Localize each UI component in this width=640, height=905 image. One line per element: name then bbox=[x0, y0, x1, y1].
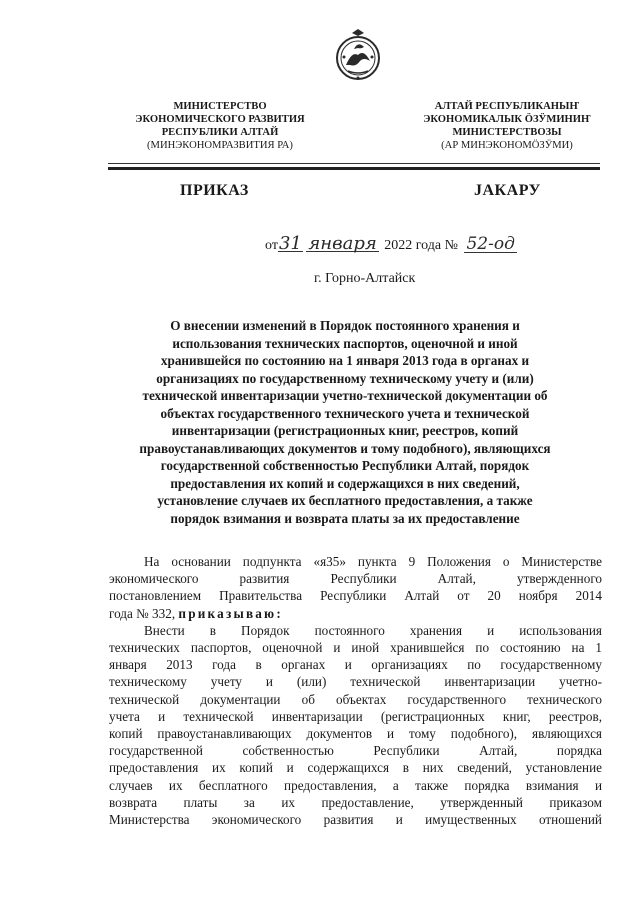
body-line: копий правоустанавливающих документов и тому подобного), являющихся bbox=[109, 726, 602, 742]
header-left-line: ЭКОНОМИЧЕСКОГО РАЗВИТИЯ bbox=[135, 114, 305, 125]
republic-altai-emblem-icon bbox=[334, 27, 382, 83]
header-left-abbr: (МИНЭКОНОМРАЗВИТИЯ РА) bbox=[147, 140, 293, 151]
header-divider-thin bbox=[108, 163, 600, 164]
handwritten-month: января bbox=[308, 233, 377, 254]
body-line: предоставления их копий и содержащихся в них сведений, установление bbox=[109, 760, 602, 776]
title-line: организациях по государственному техническому учету и (или) bbox=[156, 370, 534, 386]
handwritten-day: 31 bbox=[278, 233, 302, 254]
order-subject-title bbox=[100, 317, 590, 527]
body-line: технических паспортов, оценочной и иной хранившейся по состоянию на 1 bbox=[109, 640, 602, 656]
body-line: техническому учету и (или) технической инвентаризации учетно- bbox=[109, 674, 602, 690]
header-right-line: АЛТАЙ РЕСПУБЛИКАНЫҤ bbox=[434, 101, 580, 112]
title-line: порядок взимания и возврата платы за их предоставление bbox=[170, 510, 520, 526]
body-line: возврата платы за их предоставление, утвержденный приказом bbox=[109, 794, 602, 810]
body-line: На основании подпункта «я35» пункта 9 Положения о Министерстве bbox=[144, 554, 602, 569]
handwritten-order-number: 52-од bbox=[466, 234, 515, 254]
title-line: хранившейся по состоянию на 1 января 2013 года в органах и bbox=[160, 353, 530, 368]
title-line: использования технических паспортов, оценочной и иной bbox=[172, 335, 518, 351]
header-right-abbr: (АР МИНЭКОНОМӦЗӰМИ) bbox=[441, 140, 573, 151]
header-left-line: МИНИСТЕРСТВО bbox=[173, 101, 267, 112]
order-date-line bbox=[265, 233, 517, 254]
body-line: января 2013 года в органах и организациях по государственному bbox=[109, 657, 602, 673]
title-line: установление случаев их бесплатного предоставления, а также bbox=[157, 493, 533, 508]
body-line: случаев их бесплатного предоставления, а также порядка взимания и bbox=[109, 777, 602, 793]
title-line: технической инвентаризации учетно-технической документации об bbox=[142, 388, 548, 403]
title-line: государственной собственностью Республики Алтай, порядок bbox=[160, 458, 530, 473]
body-line: технической документации об объектах государственного технического bbox=[109, 691, 602, 707]
order-directive-word: приказываю: bbox=[178, 605, 283, 621]
date-year-text: 2022 года № bbox=[384, 238, 458, 253]
ministry-name-russian bbox=[95, 100, 345, 152]
body-line bbox=[109, 605, 602, 622]
ministry-name-altai bbox=[382, 100, 632, 152]
order-body-text bbox=[109, 553, 602, 828]
header-divider-thick bbox=[108, 167, 600, 170]
title-line: предоставления их копий и содержащихся в них сведений, bbox=[170, 475, 520, 491]
order-title-russian: ПРИКАЗ bbox=[180, 182, 249, 199]
body-line: экономического развития Республики Алтай, утвержденного bbox=[109, 571, 602, 587]
body-line: государственной собственностью Республики Алтай, порядка bbox=[109, 743, 602, 759]
order-title-altai: JАКАРУ bbox=[474, 182, 541, 199]
body-line-prefix: года № 332, bbox=[109, 605, 176, 621]
header-left-line: РЕСПУБЛИКИ АЛТАЙ bbox=[161, 127, 279, 138]
body-line: Внести в Порядок постоянного хранения и использования bbox=[144, 622, 602, 638]
title-line: О внесении изменений в Порядок постоянного хранения и bbox=[170, 318, 520, 333]
date-prefix: от bbox=[265, 238, 278, 253]
title-line: инвентаризации (регистрационных книг, реестров, копий bbox=[171, 423, 519, 438]
header-right-line: ЭКОНОМИКАЛЫК ӦЗӰМИНИҤ bbox=[423, 114, 591, 125]
title-line: правоустанавливающих документов и тому подобного), являющихся bbox=[139, 440, 551, 456]
title-line: объектах государственного технического учета и технической bbox=[160, 405, 530, 421]
body-line: постановлением Правительства Республики Алтай от 20 ноября 2014 bbox=[109, 588, 602, 604]
header-right-line: МИНИСТЕРСТВОЗЫ bbox=[452, 127, 562, 138]
body-line: Министерства экономического развития и имущественных отношений bbox=[109, 812, 602, 828]
body-line: учета и технической инвентаризации (регистрационных книг, реестров, bbox=[109, 708, 602, 724]
city-name: г. Горно-Алтайск bbox=[314, 271, 416, 286]
